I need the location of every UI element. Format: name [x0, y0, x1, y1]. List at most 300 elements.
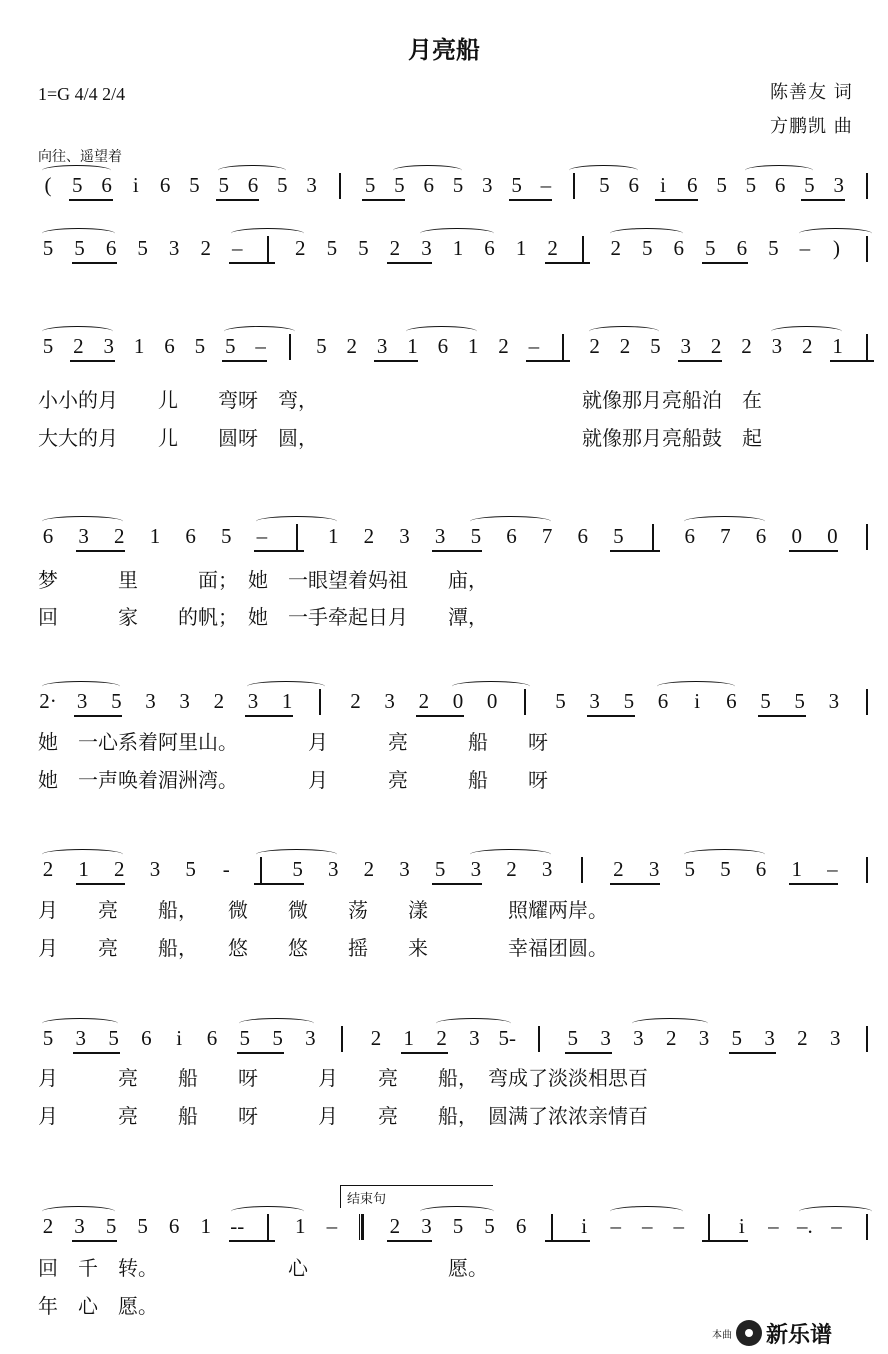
note: 6 — [726, 689, 737, 713]
note: 6 — [736, 236, 748, 260]
barline — [551, 1214, 553, 1240]
note: 6 — [141, 1026, 152, 1050]
note: 3 — [421, 1214, 432, 1238]
note: i — [738, 1214, 745, 1238]
note: 5 — [364, 173, 376, 197]
note: 3 — [168, 236, 180, 260]
note: 3 — [771, 334, 783, 358]
slur — [610, 1206, 683, 1217]
note: 1 — [200, 1214, 211, 1238]
note: 2 — [363, 524, 375, 548]
slur — [684, 849, 765, 860]
note: 1 — [78, 857, 89, 881]
note: 5 — [760, 689, 771, 713]
beam-underline — [245, 715, 293, 717]
page-title: 月亮船 — [408, 36, 480, 64]
note: 5 — [42, 1026, 54, 1050]
lyric-line: 月 亮 船， 微 微 荡 漾 照耀两岸。 — [38, 898, 608, 922]
note: 5 — [108, 1026, 119, 1050]
note: 7 — [541, 524, 553, 548]
note: 2 — [346, 334, 357, 358]
note: 2 — [73, 334, 84, 358]
note: 2 — [436, 1026, 447, 1050]
note: 2 — [370, 1026, 382, 1050]
note: 2 — [506, 857, 517, 881]
note: 5 — [137, 236, 148, 260]
barline — [319, 689, 321, 715]
note: 5 — [239, 1026, 251, 1050]
note: 2 — [797, 1026, 808, 1050]
note: 2 — [589, 334, 600, 358]
note: 1 — [295, 1214, 306, 1238]
slur — [436, 1018, 512, 1029]
barline — [866, 236, 868, 262]
note: 1 — [832, 334, 843, 358]
beam-underline — [72, 1240, 118, 1242]
note: 3 — [828, 689, 840, 713]
note: –. — [797, 1214, 813, 1238]
lyricist-credit: 陈善友 词 — [770, 82, 853, 103]
note: 6 — [484, 236, 495, 260]
beam-underline — [545, 262, 591, 264]
note: 5 — [218, 173, 229, 197]
note: 5 — [326, 236, 338, 260]
slur — [42, 849, 123, 860]
repeat-barline — [359, 1214, 364, 1240]
beam-underline — [254, 883, 304, 885]
note: 2 — [213, 689, 225, 713]
note: 1 — [403, 1026, 415, 1050]
slur — [256, 849, 337, 860]
note: 6 — [185, 524, 196, 548]
lyric-line: 她 一心系着阿里山。 月 亮 船 呀 — [38, 730, 548, 754]
note: 2 — [114, 524, 125, 548]
beam-underline — [72, 262, 118, 264]
note: – — [540, 173, 552, 197]
note: 5 — [705, 236, 716, 260]
note: 3 — [179, 689, 190, 713]
note: 1 — [452, 236, 464, 260]
barline — [538, 1026, 540, 1052]
beam-underline — [416, 715, 464, 717]
beam-underline — [801, 199, 844, 201]
note: 3 — [589, 689, 600, 713]
note: 2 — [802, 334, 813, 358]
note: 1 — [515, 236, 527, 260]
note: i — [581, 1214, 588, 1238]
note: 5 — [224, 334, 236, 358]
watermark-prefix: 本曲 — [712, 1329, 732, 1341]
note: 2 — [498, 334, 509, 358]
slur — [799, 228, 872, 239]
note: 5 — [72, 173, 83, 197]
note: - — [222, 857, 230, 881]
note: 6 — [423, 173, 434, 197]
slur — [256, 516, 337, 527]
note: 5 — [105, 1214, 117, 1238]
note: 0 — [486, 689, 498, 713]
note: – — [256, 524, 268, 548]
note: ( — [44, 173, 52, 197]
note: 6 — [159, 173, 171, 197]
beam-underline — [69, 199, 112, 201]
slur — [231, 1206, 304, 1217]
slur — [42, 228, 115, 239]
note: i — [660, 173, 666, 197]
note: 5 — [194, 334, 206, 358]
note: 3 — [327, 857, 339, 881]
note: 5 — [794, 689, 805, 713]
note: 3 — [384, 689, 395, 713]
note: 5 — [623, 689, 635, 713]
note: 3 — [399, 524, 410, 548]
note: 6 — [755, 524, 767, 548]
ending-label: 结束句 — [347, 1192, 387, 1207]
note: 3 — [74, 1214, 85, 1238]
note: 0 — [452, 689, 464, 713]
slur — [420, 228, 493, 239]
beam-underline — [702, 262, 748, 264]
note: 7 — [720, 524, 731, 548]
note: 6 — [774, 173, 786, 197]
note: 3 — [541, 857, 553, 881]
beam-underline — [789, 550, 839, 552]
note: 5 — [277, 173, 288, 197]
note: 6 — [206, 1026, 218, 1050]
slur — [247, 681, 325, 692]
note: i — [132, 173, 139, 197]
note: 6 — [164, 334, 175, 358]
note: 3 — [103, 334, 114, 358]
composer-credit: 方鹏凯 曲 — [770, 116, 853, 137]
beam-underline — [73, 1052, 120, 1054]
beam-underline — [374, 360, 418, 362]
slur — [632, 1018, 708, 1029]
beam-underline — [610, 883, 660, 885]
barline — [296, 524, 298, 550]
note: 6 — [515, 1214, 527, 1238]
slur — [657, 681, 735, 692]
note: 6 — [684, 524, 695, 548]
note: ) — [832, 236, 840, 260]
lyric-line: 回 家 的帆； 她 一手牵起日月 潭， — [38, 605, 488, 629]
note: 5 — [42, 334, 54, 358]
note: 6 — [168, 1214, 180, 1238]
lyric-line: 回 千 转。 心 愿。 — [38, 1256, 488, 1280]
note: – — [768, 1214, 779, 1238]
note: 6 — [657, 689, 669, 713]
slur — [42, 165, 111, 176]
barline — [866, 1214, 868, 1240]
note: 6 — [673, 236, 685, 260]
barline — [866, 857, 868, 883]
barline — [866, 524, 868, 550]
note: 5 — [74, 236, 85, 260]
note: 3 — [469, 1026, 480, 1050]
beam-underline — [526, 360, 570, 362]
note: 6 — [247, 173, 259, 197]
note: 1 — [133, 334, 145, 358]
note: – — [255, 334, 266, 358]
barline — [581, 857, 583, 883]
slur — [470, 516, 551, 527]
beam-underline — [229, 1240, 275, 1242]
slur — [589, 326, 660, 337]
slur — [470, 849, 551, 860]
note: 5 — [731, 1026, 743, 1050]
barline — [866, 1026, 868, 1052]
beam-underline — [587, 715, 635, 717]
note: 5 — [716, 173, 727, 197]
slur — [218, 165, 287, 176]
note: 6 — [101, 173, 112, 197]
note: – — [528, 334, 540, 358]
note: 3 — [306, 173, 317, 197]
note: 5 — [720, 857, 731, 881]
note: 2 — [363, 857, 375, 881]
lyric-line: 就像那月亮船泊 在 — [582, 388, 762, 412]
note: 2 — [665, 1026, 677, 1050]
note: – — [326, 1214, 338, 1238]
note: 5 — [599, 173, 610, 197]
note: 2 — [389, 236, 401, 260]
note: 3 — [829, 1026, 841, 1050]
note: 5 — [745, 173, 757, 197]
barline — [341, 1026, 343, 1052]
note: 3 — [833, 173, 844, 197]
beam-underline — [222, 360, 266, 362]
note: 1 — [149, 524, 161, 548]
beam-underline — [254, 550, 304, 552]
ending-bracket — [340, 1185, 493, 1208]
note: 5 — [470, 524, 482, 548]
lyric-line: 月 亮 船 呀 月 亮 船， 圆满了浓浓亲情百 — [38, 1104, 648, 1128]
note: 3 — [648, 857, 660, 881]
slur — [224, 326, 295, 337]
note: 5 — [185, 857, 196, 881]
note: 5 — [272, 1026, 283, 1050]
barline — [267, 236, 269, 262]
note: 3 — [600, 1026, 611, 1050]
note: 2 — [295, 236, 306, 260]
beam-underline — [789, 883, 839, 885]
note: 1 — [407, 334, 418, 358]
beam-underline — [362, 199, 405, 201]
note: 6 — [755, 857, 767, 881]
note: 3 — [698, 1026, 710, 1050]
barline — [866, 173, 868, 199]
note: – — [231, 236, 243, 260]
note: 0 — [791, 524, 802, 548]
barline — [339, 173, 341, 199]
beam-underline — [432, 883, 482, 885]
beam-underline — [702, 1240, 748, 1242]
note: 3 — [76, 689, 88, 713]
slur — [231, 228, 304, 239]
note: 5 — [42, 236, 54, 260]
slur — [610, 228, 683, 239]
lyric-line: 就像那月亮船鼓 起 — [582, 426, 762, 450]
note: 3 — [305, 1026, 316, 1050]
tempo-marking: 向往、遥望着 — [38, 149, 122, 165]
note: -- — [230, 1214, 245, 1238]
note: 2 — [389, 1214, 401, 1238]
beam-underline — [678, 360, 722, 362]
beam-underline — [70, 360, 114, 362]
lyric-line: 梦 里 面； 她 一眼望着妈祖 庙， — [38, 568, 488, 592]
lyric-line: 月 亮 船， 悠 悠 摇 来 幸福团圆。 — [38, 936, 608, 960]
slur — [393, 165, 462, 176]
note: 0 — [827, 524, 838, 548]
note: i — [176, 1026, 183, 1050]
note: 6 — [506, 524, 517, 548]
note: 6 — [577, 524, 589, 548]
note: 2 — [42, 857, 54, 881]
barline — [289, 334, 291, 360]
note: 5 — [567, 1026, 579, 1050]
note: 5 — [684, 857, 695, 881]
beam-underline — [229, 262, 275, 264]
note: 2 — [619, 334, 631, 358]
beam-underline — [729, 1052, 776, 1054]
note: 2 — [350, 689, 361, 713]
note: 3 — [75, 1026, 87, 1050]
note: 6 — [42, 524, 54, 548]
note: 5 — [434, 857, 446, 881]
note: 2 — [547, 236, 558, 260]
note: 5 — [111, 689, 122, 713]
note: 3 — [764, 1026, 775, 1050]
note: 6 — [105, 236, 117, 260]
note: 2 — [710, 334, 722, 358]
note: 1 — [281, 689, 293, 713]
note: 2 — [613, 857, 624, 881]
slur — [42, 681, 120, 692]
note: 5 — [555, 689, 566, 713]
slur — [684, 516, 765, 527]
note: 5 — [394, 173, 405, 197]
note: – — [673, 1214, 685, 1238]
note: 5 — [452, 1214, 464, 1238]
lyric-line: 她 一声唤着湄洲湾。 月 亮 船 呀 — [38, 768, 548, 792]
slur — [42, 326, 113, 337]
note: 5 — [804, 173, 815, 197]
note: 5 — [316, 334, 327, 358]
note: 5 — [650, 334, 661, 358]
note: 5 — [189, 173, 200, 197]
note: 3 — [421, 236, 432, 260]
barline — [267, 1214, 269, 1240]
note: – — [827, 857, 838, 881]
slur — [42, 1206, 115, 1217]
slur — [771, 326, 842, 337]
beam-underline — [509, 199, 552, 201]
note: 3 — [247, 689, 259, 713]
barline — [562, 334, 564, 360]
disc-icon — [736, 1320, 762, 1346]
note: 2 — [741, 334, 752, 358]
note: 3 — [633, 1026, 644, 1050]
note: – — [799, 236, 811, 260]
note: 5 — [137, 1214, 148, 1238]
barline — [708, 1214, 710, 1240]
note: 5 — [484, 1214, 495, 1238]
note: 3 — [145, 689, 156, 713]
beam-underline — [74, 715, 122, 717]
note: 3 — [434, 524, 446, 548]
beam-underline — [655, 199, 698, 201]
beam-underline — [76, 883, 126, 885]
beam-underline — [237, 1052, 284, 1054]
slur — [452, 681, 530, 692]
note: 5- — [498, 1026, 516, 1050]
barline — [866, 334, 868, 360]
note: 2 — [610, 236, 621, 260]
note: 5 — [292, 857, 303, 881]
watermark-brand: 新乐谱 — [766, 1322, 833, 1348]
note: 1 — [327, 524, 339, 548]
lyric-line: 小小的月 儿 弯呀 弯， — [38, 388, 318, 412]
note: 3 — [78, 524, 89, 548]
note: 5 — [511, 173, 522, 197]
beam-underline — [432, 550, 482, 552]
note: 2· — [39, 689, 57, 713]
note: 6 — [437, 334, 449, 358]
beam-underline — [387, 262, 433, 264]
slur — [42, 516, 123, 527]
note: 3 — [482, 173, 493, 197]
note: 2 — [42, 1214, 54, 1238]
note: 2 — [200, 236, 211, 260]
beam-underline — [216, 199, 259, 201]
note: 5 — [221, 524, 232, 548]
key-signature: 1=G 4/4 2/4 — [38, 84, 126, 104]
beam-underline — [545, 1240, 591, 1242]
note: 3 — [680, 334, 692, 358]
note: 3 — [149, 857, 161, 881]
note: 3 — [399, 857, 410, 881]
slur — [799, 1206, 872, 1217]
note: 5 — [613, 524, 624, 548]
note: 6 — [687, 173, 698, 197]
lyric-line: 月 亮 船 呀 月 亮 船， 弯成了淡淡相思百 — [38, 1066, 648, 1090]
note: 2 — [114, 857, 125, 881]
beam-underline — [401, 1052, 448, 1054]
beam-underline — [610, 550, 660, 552]
barline — [866, 689, 868, 715]
note: – — [610, 1214, 621, 1238]
lyric-line: 大大的月 儿 圆呀 圆， — [38, 426, 318, 450]
note: 5 — [358, 236, 369, 260]
barline — [524, 689, 526, 715]
barline — [573, 173, 575, 199]
beam-underline — [758, 715, 806, 717]
note: – — [831, 1214, 842, 1238]
lyric-line: 年 心 愿。 — [38, 1294, 158, 1318]
note: 5 — [641, 236, 653, 260]
note: 2 — [418, 689, 430, 713]
slur — [42, 1018, 118, 1029]
slur — [239, 1018, 315, 1029]
slur — [745, 165, 814, 176]
beam-underline — [565, 1052, 612, 1054]
note: 3 — [470, 857, 482, 881]
watermark-logo — [712, 1318, 832, 1348]
note: 1 — [791, 857, 802, 881]
barline — [260, 857, 262, 883]
note: 1 — [467, 334, 479, 358]
note: i — [694, 689, 701, 713]
